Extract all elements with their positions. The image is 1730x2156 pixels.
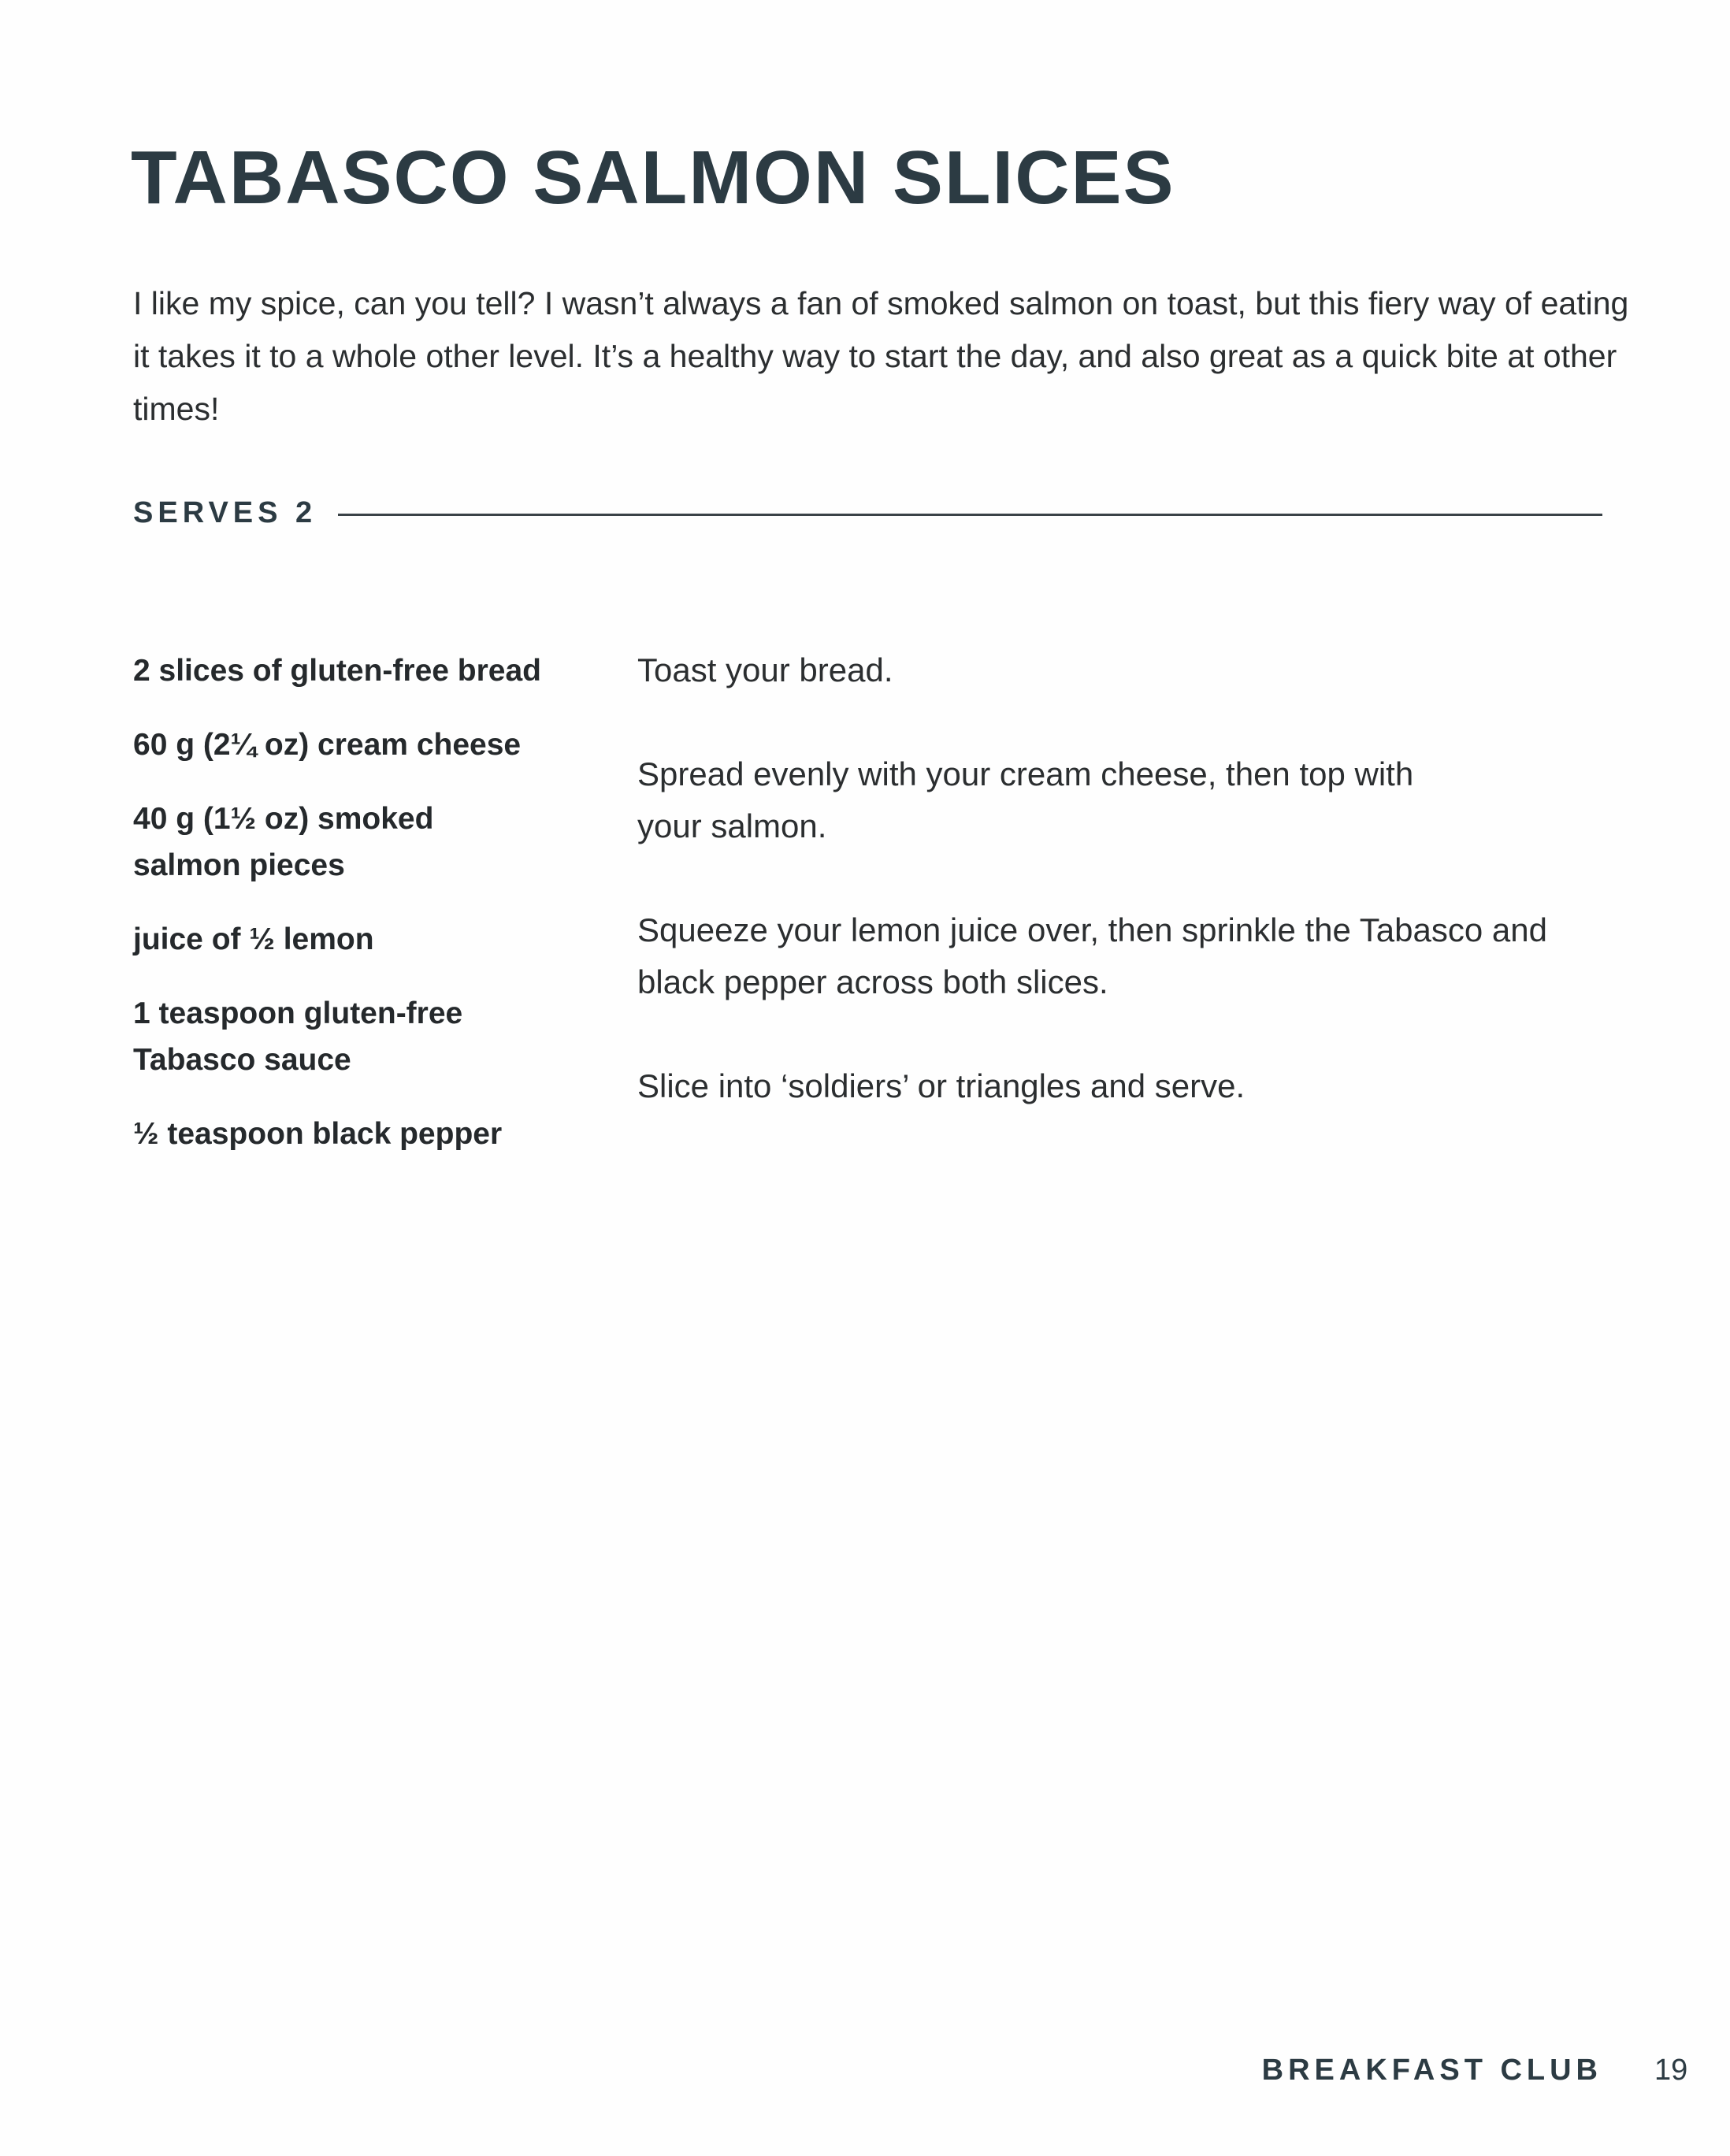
ingredient-item: juice of ½ lemon bbox=[133, 922, 374, 956]
ingredient-item: 60 g (2¼ oz) cream cheese bbox=[133, 728, 522, 762]
ingredient-item: 40 g (1½ oz) smoked salmon pieces bbox=[133, 802, 434, 882]
ingredient-list bbox=[133, 648, 574, 1185]
ingredient-item: ½ teaspoon black pepper bbox=[133, 1117, 503, 1151]
method-step: Slice into ‘soldiers’ or triangles and serve. bbox=[637, 1067, 1246, 1104]
recipe-intro: I like my spice, can you tell? I wasn’t always a fan of smoked salmon on toast, but this fiery way of eating it takes it to a whole other level. It’s a healthy way to start the day, and also great as a quick bite at other times! bbox=[133, 285, 1629, 427]
ingredient-item: 2 slices of gluten-free bread bbox=[133, 654, 541, 688]
method-step: Toast your bread. bbox=[637, 651, 893, 688]
page-number: 19 bbox=[1654, 2054, 1688, 2087]
method-step: Squeeze your lemon juice over, then sprinkle the Tabasco and black pepper across both slices. bbox=[637, 911, 1547, 1000]
serves-label: SERVES 2 bbox=[133, 496, 317, 529]
ingredient-item: 1 teaspoon gluten-free Tabasco sauce bbox=[133, 996, 463, 1077]
method-steps bbox=[637, 644, 1567, 1164]
recipe-title: TABASCO SALMON SLICES bbox=[131, 135, 1175, 220]
section-name: BREAKFAST CLUB bbox=[1261, 2054, 1602, 2087]
method-step: Spread evenly with your cream cheese, then top with your salmon. bbox=[637, 755, 1414, 844]
divider bbox=[338, 514, 1602, 516]
